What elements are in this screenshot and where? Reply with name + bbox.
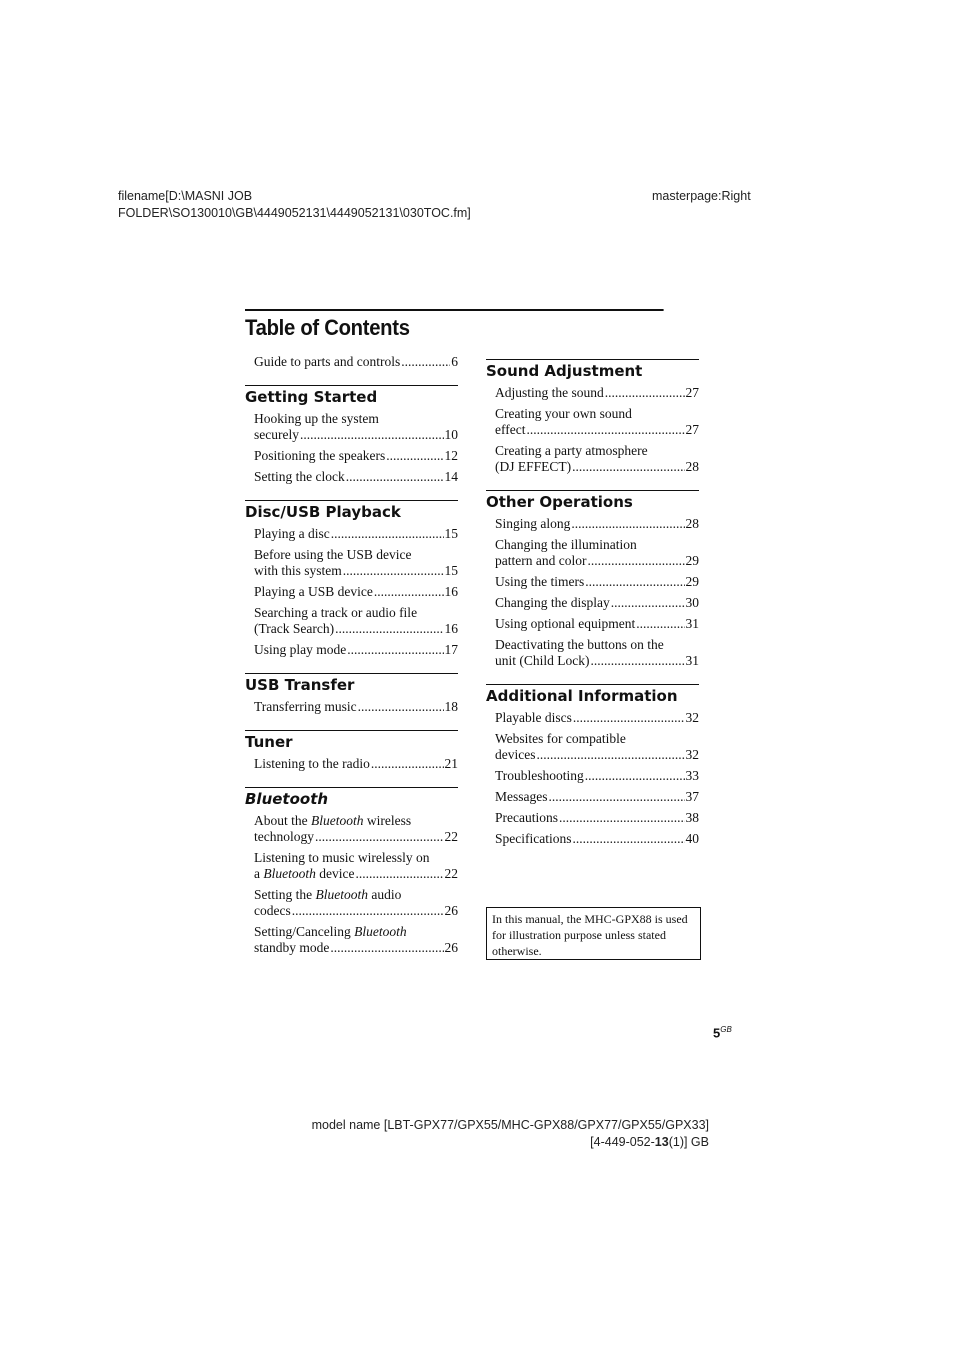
toc-entry[interactable]: Changing the display ..... 30	[486, 595, 699, 611]
toc-entry[interactable]: Changing the illumination pattern and color ..... 29	[486, 537, 699, 569]
toc-entry[interactable]: Websites for compatible devices ..... 32	[486, 731, 699, 763]
section-heading-other-operations: Other Operations	[486, 490, 699, 513]
toc-left-column	[245, 354, 458, 961]
section-heading-bluetooth: Bluetooth	[245, 787, 458, 810]
toc-entry[interactable]: Messages ..... 37	[486, 789, 699, 805]
toc-entry[interactable]: Playing a disc ..... 15	[245, 526, 458, 542]
toc-entry[interactable]: Singing along ..... 28	[486, 516, 699, 532]
toc-entry[interactable]: Transferring music ..... 18	[245, 699, 458, 715]
section-heading-usb-transfer: USB Transfer	[245, 673, 458, 696]
filename-header: filename[D:\MASNI JOB FOLDER\SO130010\GB\4449052131\4449052131\030TOC.fm]	[118, 189, 471, 220]
toc-entry[interactable]: Playing a USB device ..... 16	[245, 584, 458, 600]
masterpage-label: masterpage:Right	[652, 189, 751, 203]
toc-entry[interactable]: Listening to music wirelessly on a Bluetooth device ..... 22	[245, 850, 458, 882]
toc-entry[interactable]: Troubleshooting ..... 33	[486, 768, 699, 784]
toc-entry[interactable]: Hooking up the system securely ..... 10	[245, 411, 458, 443]
toc-entry[interactable]: Using play mode ..... 17	[245, 642, 458, 658]
toc-entry[interactable]: Searching a track or audio file (Track Search) ..... 16	[245, 605, 458, 637]
section-heading-sound-adjustment: Sound Adjustment	[486, 359, 699, 382]
footer-model: model name [LBT-GPX77/GPX55/MHC-GPX88/GPX77/GPX55/GPX33] [4-449-052-13(1)] GB	[311, 1118, 709, 1149]
section-heading-tuner: Tuner	[245, 730, 458, 753]
toc-entry[interactable]: Creating a party atmosphere (DJ EFFECT) ..... 28	[486, 443, 699, 475]
toc-entry[interactable]: Positioning the speakers ..... 12	[245, 448, 458, 464]
toc-entry[interactable]: Before using the USB device with this system ..... 15	[245, 547, 458, 579]
section-heading-getting-started: Getting Started	[245, 385, 458, 408]
toc-entry[interactable]: Setting/Canceling Bluetooth standby mode ..... 26	[245, 924, 458, 956]
note-box: In this manual, the MHC-GPX88 is used for illustration purpose unless stated otherwise.	[486, 907, 701, 960]
toc-entry[interactable]: Using optional equipment ..... 31	[486, 616, 699, 632]
toc-entry[interactable]: Adjusting the sound ..... 27	[486, 385, 699, 401]
toc-entry[interactable]: About the Bluetooth wireless technology ..... 22	[245, 813, 458, 845]
toc-entry[interactable]: Specifications ..... 40	[486, 831, 699, 847]
page-number: $5^{GB}$	[713, 1025, 732, 1041]
toc-entry[interactable]: Creating your own sound effect ..... 27	[486, 406, 699, 438]
section-heading-additional-information: Additional Information	[486, 684, 699, 707]
toc-entry[interactable]: Using the timers ..... 29	[486, 574, 699, 590]
toc-entry[interactable]: Deactivating the buttons on the unit (Child Lock) ..... 31	[486, 637, 699, 669]
toc-entry[interactable]: Listening to the radio ..... 21	[245, 756, 458, 772]
toc-entry[interactable]: Guide to parts and controls ..... 6	[245, 354, 458, 370]
toc-entry[interactable]: Setting the clock ..... 14	[245, 469, 458, 485]
toc-entry[interactable]: Setting the Bluetooth audio codecs ..... 26	[245, 887, 458, 919]
toc-entry[interactable]: Playable discs ..... 32	[486, 710, 699, 726]
toc-right-column	[486, 359, 699, 852]
section-heading-disc-usb: Disc/USB Playback	[245, 500, 458, 523]
toc-entry[interactable]: Precautions ..... 38	[486, 810, 699, 826]
page-title: Table of Contents	[245, 309, 664, 341]
